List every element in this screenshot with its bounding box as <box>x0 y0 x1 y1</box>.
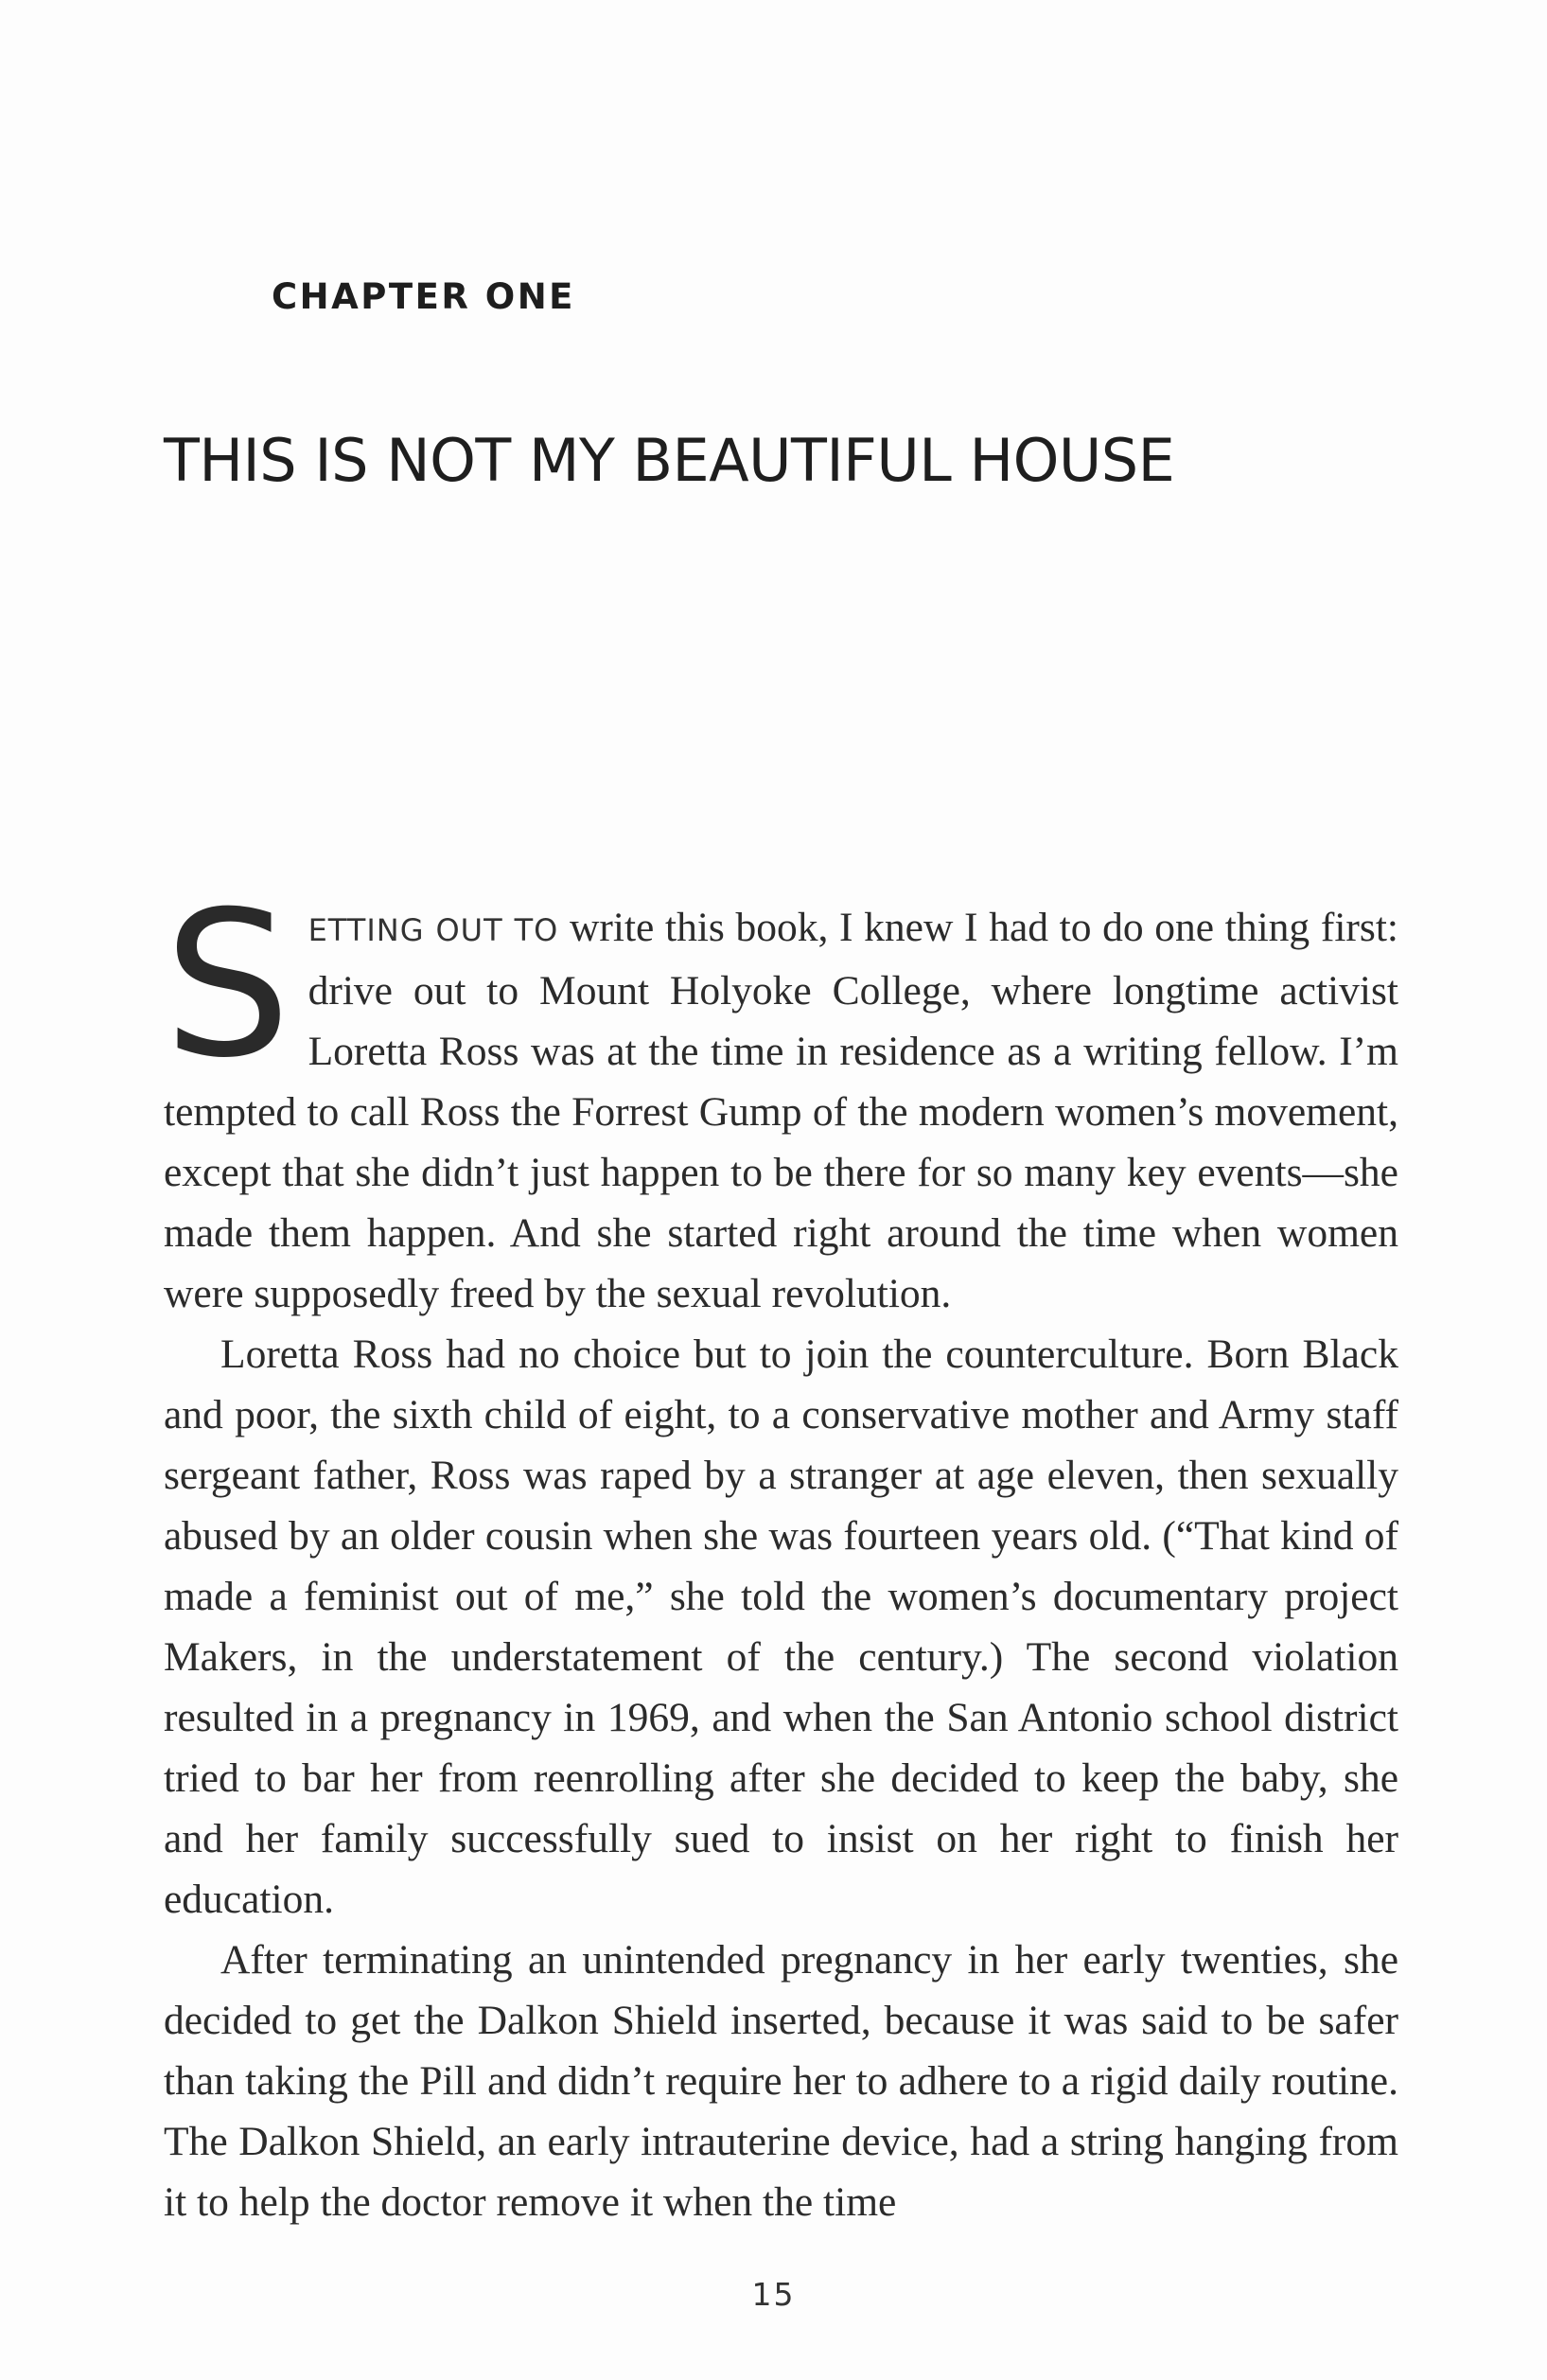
opening-smallcaps: ETTING OUT TO <box>308 912 559 948</box>
paragraph-3: After terminating an unintended pregnancy in her early twenties, she decided to get the Dalkon Shield inserted, because it was said to be safer than taking the Pill and didn’t require her to adhere to a rigid daily routine. The Dalkon Shield, an early intrauterine device, had a string hanging from it to help the doctor remove it when the time <box>164 1937 1398 2225</box>
paragraph-1-text: write this book, I knew I had to do one thing first: drive out to Mount Holyoke College, where longtime activist Loretta Ross was at the time in residence as a writing fellow. I’m tempted to call Ross the Forrest Gump of the modern women’s movement, except that she didn’t just happen to be there for so many key events—she made them happen. And she started right around the time when women were supposedly freed by the sexual revolution. <box>164 905 1398 1316</box>
drop-cap: S <box>164 868 291 1102</box>
chapter-title: THIS IS NOT MY BEAUTIFUL HOUSE <box>164 426 1175 495</box>
page-number: 15 <box>751 2276 796 2313</box>
paragraph-2: Loretta Ross had no choice but to join the counterculture. Born Black and poor, the sixth child of eight, to a conservative mother and Army staff sergeant father, Ross was raped by a stranger at age eleven, then sexually abused by an older cousin when she was fourteen years old. (“That kind of made a feminist out of me,” she told the women’s documentary project Makers, in the understatement of the century.) The second violation resulted in a pregnancy in 1969, and when the San Antonio school district tried to bar her from reenrolling after she decided to keep the baby, she and her family successfully sued to insist on her right to finish her education. <box>164 1331 1398 1922</box>
chapter-label: CHAPTER ONE <box>272 276 575 317</box>
chapter-body <box>164 868 1398 2232</box>
paragraph-1 <box>164 868 1398 1324</box>
